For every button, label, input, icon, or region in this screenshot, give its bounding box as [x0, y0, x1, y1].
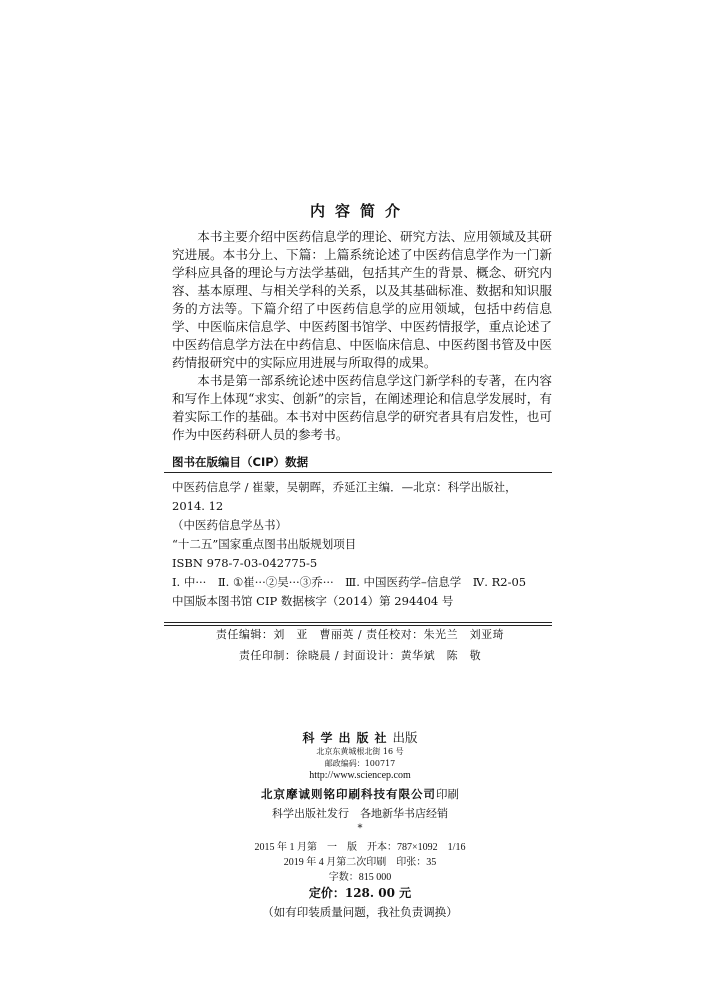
publisher-name-line — [0, 728, 720, 746]
cip-line: Ⅰ. 中··· Ⅱ. ①崔···②吴···③乔··· Ⅲ. 中国医药学–信息学 Ⅳ. R2-05 — [172, 575, 527, 589]
printer-line — [0, 786, 720, 802]
abstract-paragraph: 本书主要介绍中医药信息学的理论、研究方法、应用领域及其研究进展。本书分上、下篇：上篇系统论述了中医药信息学作为一门新学科应具备的理论与方法学基础，包括其产生的背景、概念、研究内容、基本原理、与相关学科的关系，以及其基础标准、数据和知识服务的方法等。下篇介绍了中医药信息学的应用领域，包括中药信息学、中医临床信息学、中医药图书馆学、中医药情报学，重点论述了中医药信息学方法在中药信息、中医临床信息、中医药图书管及中医药情报研究中的实际应用进展与所取得的成果。 — [172, 229, 552, 370]
abstract-title: 内容简介 — [309, 202, 410, 220]
editors-line-2: 责任印制：徐晓晨 / 封面设计：黄华斌 陈 敬 — [238, 649, 482, 662]
abstract-body — [172, 228, 552, 444]
edition-line-1: 2015 年 1 月第 一 版 开本：787×1092 1/16 — [254, 842, 466, 853]
cip-line: （中医药信息学丛书） — [172, 518, 287, 532]
publisher-suffix: 出版 — [392, 730, 418, 745]
abstract-paragraph: 本书是第一部系统论述中医药信息学这门新学科的专著，在内容和写作上体现“求实、创新”的宗旨，在阐述理论和信息学发展时，有着实际工作的基础。本书对中医药信息学的研究者具有启发性，也可作为中医药科研人员的参考书。 — [172, 373, 552, 442]
distribution-line: 科学出版社发行 各地新华书店经销 — [272, 807, 448, 820]
cip-line: “十二五”国家重点图书出版规划项目 — [172, 537, 357, 551]
printer-name: 北京摩诚则铭印刷科技有限公司 — [261, 787, 436, 801]
separator-star: * — [357, 823, 363, 834]
publisher-address: 北京东黄城根北街 16 号 — [316, 747, 404, 756]
cip-line: 2014. 12 — [172, 499, 224, 513]
cip-line: 中医药信息学 / 崔蒙，吴朝晖，乔延江主编．—北京：科学出版社， — [172, 480, 517, 494]
cip-top-rule — [164, 472, 552, 473]
cip-heading: 图书在版编目（CIP）数据 — [172, 455, 309, 469]
quality-notice: （如有印装质量问题，我社负责调换） — [262, 905, 458, 919]
cip-line: 中国版本图书馆 CIP 数据核字（2014）第 294404 号 — [172, 594, 454, 608]
publisher-url: http://www.sciencep.com — [309, 770, 411, 781]
edition-line-2: 2019 年 4 月第二次印刷 印张：35 — [283, 857, 437, 868]
price: 定价：128. 00 元 — [308, 886, 412, 900]
publisher-logo-text: 科学出版社 — [302, 731, 393, 745]
cip-line: ISBN 978-7-03-042775-5 — [172, 556, 318, 570]
printer-suffix: 印刷 — [436, 787, 459, 801]
publisher-postcode: 邮政编码：100717 — [324, 759, 396, 768]
word-count: 字数：815 000 — [328, 872, 392, 883]
cip-bottom-rule — [164, 622, 552, 623]
editors-line-1: 责任编辑：刘 亚 曹丽英 / 责任校对：朱光兰 刘亚琦 — [215, 628, 505, 641]
cip-record — [172, 478, 552, 611]
